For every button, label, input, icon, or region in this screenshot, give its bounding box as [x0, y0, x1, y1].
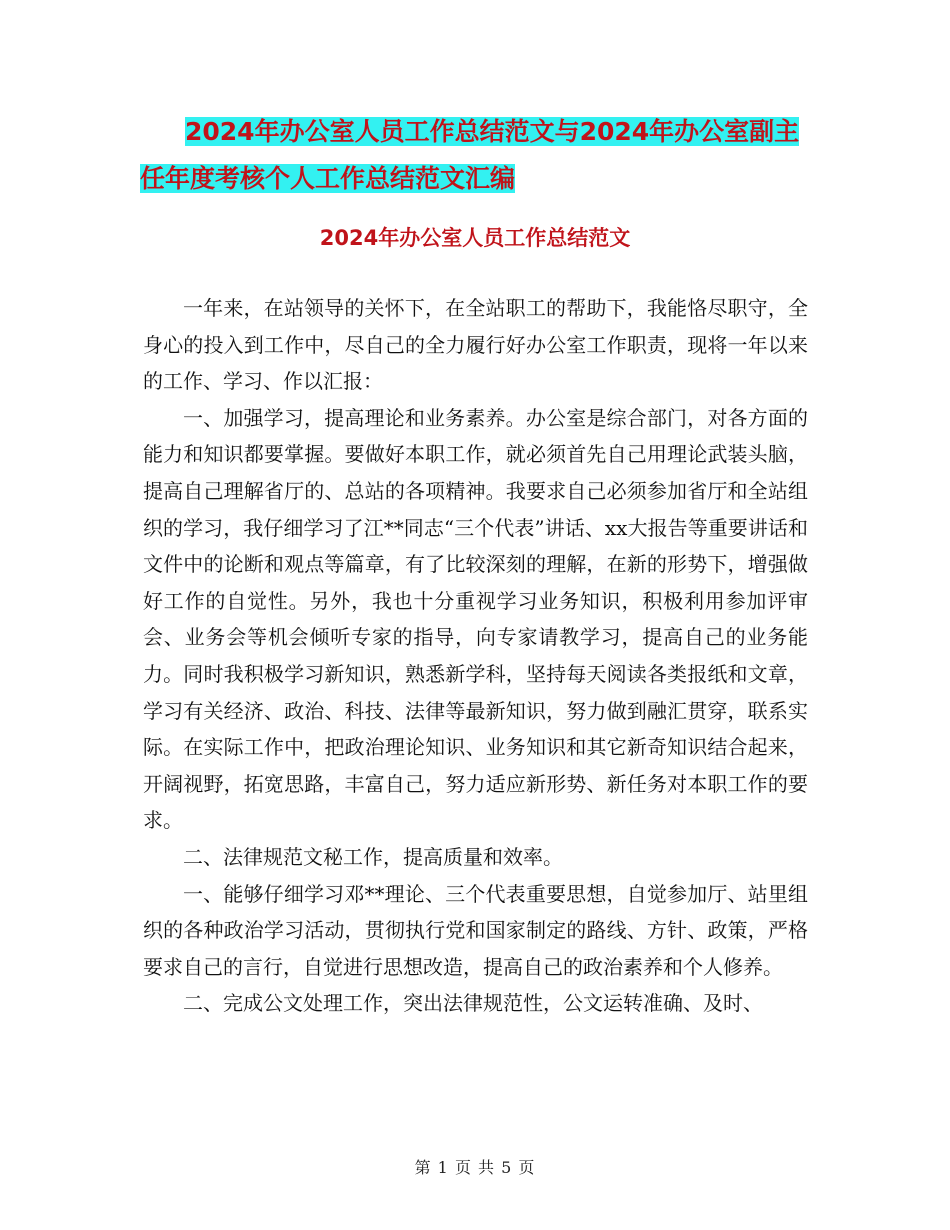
paragraph: 二、完成公文处理工作，突出法律规范性，公文运转准确、及时、 — [183, 991, 763, 1016]
paragraph: 二、法律规范文秘工作，提高质量和效率。 — [183, 844, 563, 869]
document-body — [143, 290, 808, 1022]
document-title — [140, 108, 830, 202]
section-title: 2024年办公室人员工作总结范文 — [319, 226, 631, 250]
title-line-2: 任年度考核个人工作总结范文汇编 — [140, 164, 516, 193]
page-footer: 第 1 页 共 5 页 — [414, 1158, 536, 1177]
paragraph: 一年来，在站领导的关怀下，在全站职工的帮助下，我能恪尽职守，全身心的投入到工作中，尽自己的全力履行好办公室工作职责，现将一年以来的工作、学习、作以汇报： — [143, 296, 808, 394]
title-line-1: 2024年办公室人员工作总结范文与2024年办公室副主 — [185, 117, 800, 146]
paragraph: 一、加强学习，提高理论和业务素养。办公室是综合部门，对各方面的能力和知识都要掌握。要做好本职工作，就必须首先自己用理论武装头脑，提高自己理解省厅的、总站的各项精神。我要求自己必须参加省厅和全站组织的学习，我仔细学习了江**同志“三个代表”讲话、xx大报告等重要讲话和文件中的论断和观点等篇章，有了比较深刻的理解，在新的形势下，增强做好工作的自觉性。另外，我也十分重视学习业务知识，积极利用参加评审会、业务会等机会倾听专家的指导，向专家请教学习，提高自己的业务能力。同时我积极学习新知识，熟悉新学科，坚持每天阅读各类报纸和文章，学习有关经济、政治、科技、法律等最新知识，努力做到融汇贯穿，联系实际。在实际工作中，把政治理论知识、业务知识和其它新奇知识结合起来，开阔视野，拓宽思路，丰富自己，努力适应新形势、新任务对本职工作的要求。 — [143, 405, 808, 833]
paragraph: 一、能够仔细学习邓**理论、三个代表重要思想，自觉参加厅、站里组织的各种政治学习活动，贯彻执行党和国家制定的路线、方针、政策，严格要求自己的言行，自觉进行思想改造，提高自己的政治素养和个人修养。 — [143, 881, 808, 979]
